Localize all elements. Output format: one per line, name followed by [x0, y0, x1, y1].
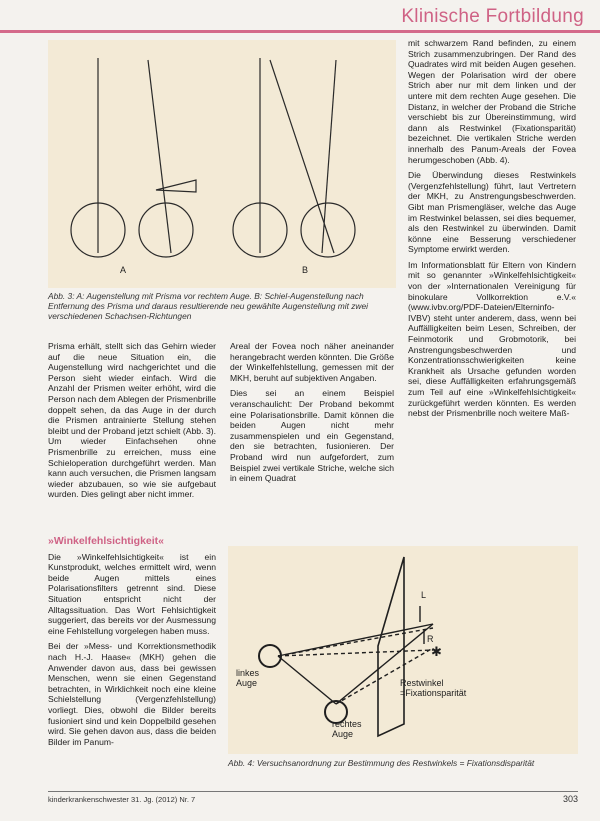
footer-rule — [48, 791, 578, 792]
paragraph: Die Überwindung dieses Restwinkels (Vergenzfehlstellung) führt, laut Vertretern der MKH, zu Anstrengungsbeschwerden. Gibt man Prismengläser, welche das Auge im Restwinkel belassen, sei dies bequemer, als den Restwinkel zu überwinden. Damit könne eine Besserung verschiedener Symptome erwirkt werden. — [408, 170, 576, 255]
figure-4-left-eye-label: linkes Auge — [236, 668, 260, 688]
figure-4-label-l: L — [421, 590, 427, 600]
figure-4-label-r: R — [427, 634, 434, 644]
column-1-top — [48, 341, 216, 505]
column-3 — [408, 38, 576, 424]
paragraph: Im Informationsblatt für Eltern von Kindern mit so genannter »Winkelfehlsichtigkeit« von der »Internationalen Vereinigung für binokulare Vollkorrektion e.V.« (www.ivbv.org/PDF-Dateien/Elterninfo-IVBV) steht unter anderem, dass, wenn bei Auffälligkeiten beim Lesen, Schreiben, der Feinmotorik und Grobmotorik, bei Anstrengungsbeschwerden und Konzentrationsschwierigkeiten keine Krankheit als Ursache gefunden worden sei, diese Auffälligkeiten erfahrungsgemäß zum Teil auf eine »Winkelfehlsichtigkeit« zurückgeführt werden könnten. Es werden nebst der Prismenbrille noch weitere Maß- — [408, 259, 576, 419]
journal-info: kinderkrankenschwester 31. Jg. (2012) Nr. 7 — [48, 795, 196, 804]
eye-circle-b-right — [301, 203, 355, 257]
paragraph: Prisma erhält, stellt sich das Gehirn wieder auf die neue Situation ein, die Augenstellung wird nachgerichtet und die Person sieht wieder einfach. Wird die Anzahl der Prismen weiter erhöht, wird die Person nach dem Ablegen der Prismenbrille doppelt sehen, da das Auge in der durch die Prismen antrainierte Stellung stehen bleibt und der Proband jetzt schielt (Abb. 3). Um wieder Einfachsehen ohne Prismenbrille zu erreichen, muss eine Schieloperation durchgeführt werden. Man kann auch versuchen, die Prismen langsam wieder abzubauen, so wie sie aufgebaut wurden. Dies gelingt aber nicht immer. — [48, 341, 216, 500]
figure-3-caption: Abb. 3: A: Augenstellung mit Prisma vor rechtem Auge. B: Schiel-Augenstellung nach Entfernung des Prisma und daraus resultierende neu gewählte Augenstellung mit zwei verschiedenen Schachsen-Richtungen — [48, 291, 368, 321]
header-rule — [0, 30, 600, 33]
figure-3-drawing — [48, 40, 396, 288]
figure-4-restwinkel-label: Restwinkel =Fixationsparität — [400, 678, 467, 698]
screen-plane — [378, 557, 404, 736]
paragraph: Die »Winkelfehlsichtigkeit« ist ein Kunstprodukt, welches ermittelt wird, wenn beide Augen mittels eines Polarisationsfilters getrennt sind. Diese Situation entspricht nicht der Alltagssituation. Das Wort Fehlsichtigkeit suggeriert, das bereits vor der Ausmessung eine Fehlstellung vorgelegen haben muss. — [48, 551, 216, 636]
figure-4-right-eye-label: rechtes Auge — [332, 719, 362, 739]
page-number: 303 — [562, 794, 578, 804]
paragraph: mit schwarzem Rand befinden, zu einem Strich zusammenzubringen. Der Rand des Quadrates wird mit beiden Augen gesehen. Wegen der Polarisation wird der obere Strich aber nur mit dem linken und der untere mit dem rechten Auge gesehen. Die Distanz, in welcher der Proband die Striche verschiebt bis zur Übereinstimmung, wird dann als Restwinkel (Fixationsparität) bezeichnet. Die vertikalen Striche werden innerhalb des Panum-Areals der Fovea herumgeschoben (Abb. 4). — [408, 38, 576, 165]
subheading: »Winkelfehlsichtigkeit« — [48, 535, 165, 547]
figure-4-caption: Abb. 4: Versuchsanordnung zur Bestimmung des Restwinkels = Fixationsdisparität — [228, 758, 535, 768]
figure-3-label-a: A — [120, 265, 127, 275]
figure-3 — [48, 40, 396, 288]
paragraph: Areal der Fovea noch näher aneinander herangebracht werden könnten. Die Größe der Winkelfehlstellung, gemessen mit der MKH, beruht auf subjektiven Angaben. — [230, 341, 394, 383]
ray-left-dashed — [278, 628, 433, 656]
ray-baseline — [278, 656, 336, 704]
paragraph: Dies sei an einem Beispiel veranschaulicht: Der Proband bekommt eine Polarisationsbrille. Damit können die beiden Augen nicht mehr zusammenspielen und ein Gegenstand, den sie betrachten, fusionieren. Der Proband wird nun aufgefordert, zum Beispiel zwei vertikale Striche, welche sich in einem Quadrat — [230, 388, 394, 484]
figure-4 — [228, 546, 578, 754]
column-1-bottom — [48, 536, 216, 752]
left-eye-icon — [259, 645, 281, 667]
figure-4-drawing — [228, 546, 578, 754]
sight-line-a-right — [148, 60, 171, 253]
section-title: Klinische Fortbildung — [401, 6, 584, 27]
fixation-star-icon: ✱ — [431, 644, 442, 659]
paragraph: Bei der »Mess- und Korrektionsmethodik nach H.-J. Haase« (MKH) gehen die Anwender davon aus, dass bei gewissen Menschen, wenn sie einen Gegenstand betrachten, in Wirklichkeit noch eine kleine Schielstellung (Vergenzfehlstellung) vorliegt. Dies, obwohl die Bilder bereits fusioniert sind und kein Doppelbild gesehen wird. Sie gehen davon aus, dass die beiden Bilder im Panum- — [48, 641, 216, 747]
column-2 — [230, 341, 394, 489]
figure-3-label-b: B — [302, 265, 309, 275]
